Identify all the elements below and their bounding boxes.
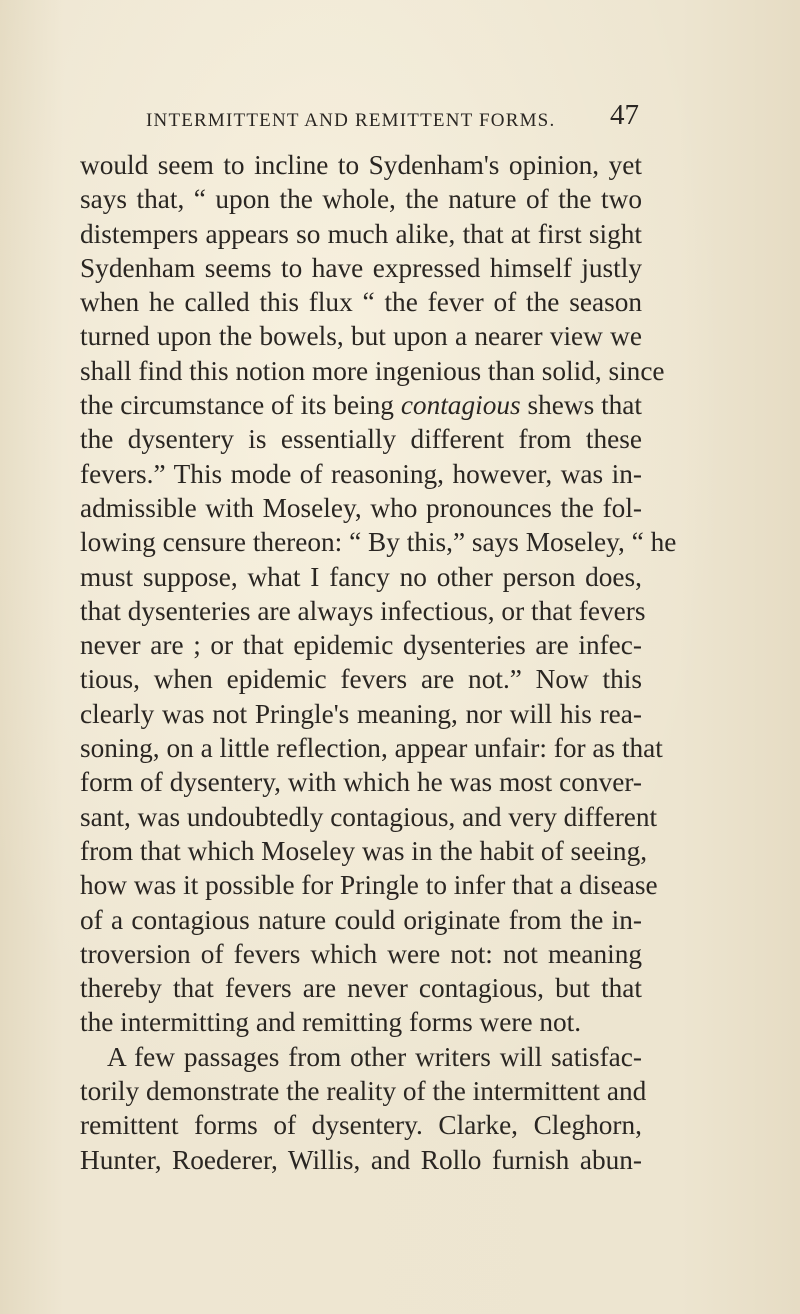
text-line: Sydenham seems to have expressed himself justly [80,252,642,283]
text-line: troversion of fevers which were not: not meaning [80,938,642,969]
text-line: remittent forms of dysentery. Clarke, Cleghorn, [80,1110,642,1141]
text-line: admissible with Moseley, who pronounces the fol- [80,492,642,523]
text-line: must suppose, what I fancy no other person does, [80,561,642,592]
italic-word: contagious [400,390,521,421]
text-line: shall find this notion more ingenious than solid, since [80,355,665,386]
running-head: INTERMITTENT AND REMITTENT FORMS. [146,110,556,131]
text-line: the intermitting and remitting forms were not. [80,1007,582,1038]
text-line: soning, on a little reflection, appear unfair: for as that [80,733,663,764]
text-line: form of dysentery, with which he was most conver- [80,767,642,798]
text-line: sant, was undoubtedly contagious, and very different [80,801,658,832]
text-line: distempers appears so much alike, that at first sight [80,218,642,249]
text-line: says that, “ upon the whole, the nature of the two [80,184,642,215]
text-line: Hunter, Roederer, Willis, and Rollo furnish abun- [80,1144,642,1175]
text-line: clearly was not Pringle's meaning, nor will his rea- [80,698,642,729]
body-text [80,148,677,1177]
text-line: tious, when epidemic fevers are not.” Now this [80,664,642,695]
text-line: how was it possible for Pringle to infer that a disease [80,870,658,901]
page-number: 47 [610,99,639,131]
text-line: thereby that fevers are never contagious, but that [80,973,642,1004]
text-line: lowing censure thereon: “ By this,” says Moseley, “ he [80,527,677,558]
text-segment: the circumstance of its being [80,390,394,421]
text-line-with-italic [80,388,642,422]
text-line: would seem to incline to Sydenham's opinion, yet [80,150,642,180]
text-line: the dysentery is essentially different from these [80,424,642,455]
text-line: of a contagious nature could originate from the in- [80,904,642,935]
text-line: that dysenteries are always infectious, or that fevers [80,595,646,626]
text-line: fevers.” This mode of reasoning, however, was in- [80,458,642,489]
text-line: never are ; or that epidemic dysenteries are infec- [80,630,642,661]
text-line: torily demonstrate the reality of the intermittent and [80,1076,647,1107]
text-line: when he called this flux “ the fever of the season [80,287,642,318]
text-line: from that which Moseley was in the habit of seeing, [80,835,648,866]
text-segment: shews that [527,390,642,421]
text-line: A few passages from other writers will satisfac- [107,1041,642,1072]
text-line: turned upon the bowels, but upon a nearer view we [80,321,642,352]
